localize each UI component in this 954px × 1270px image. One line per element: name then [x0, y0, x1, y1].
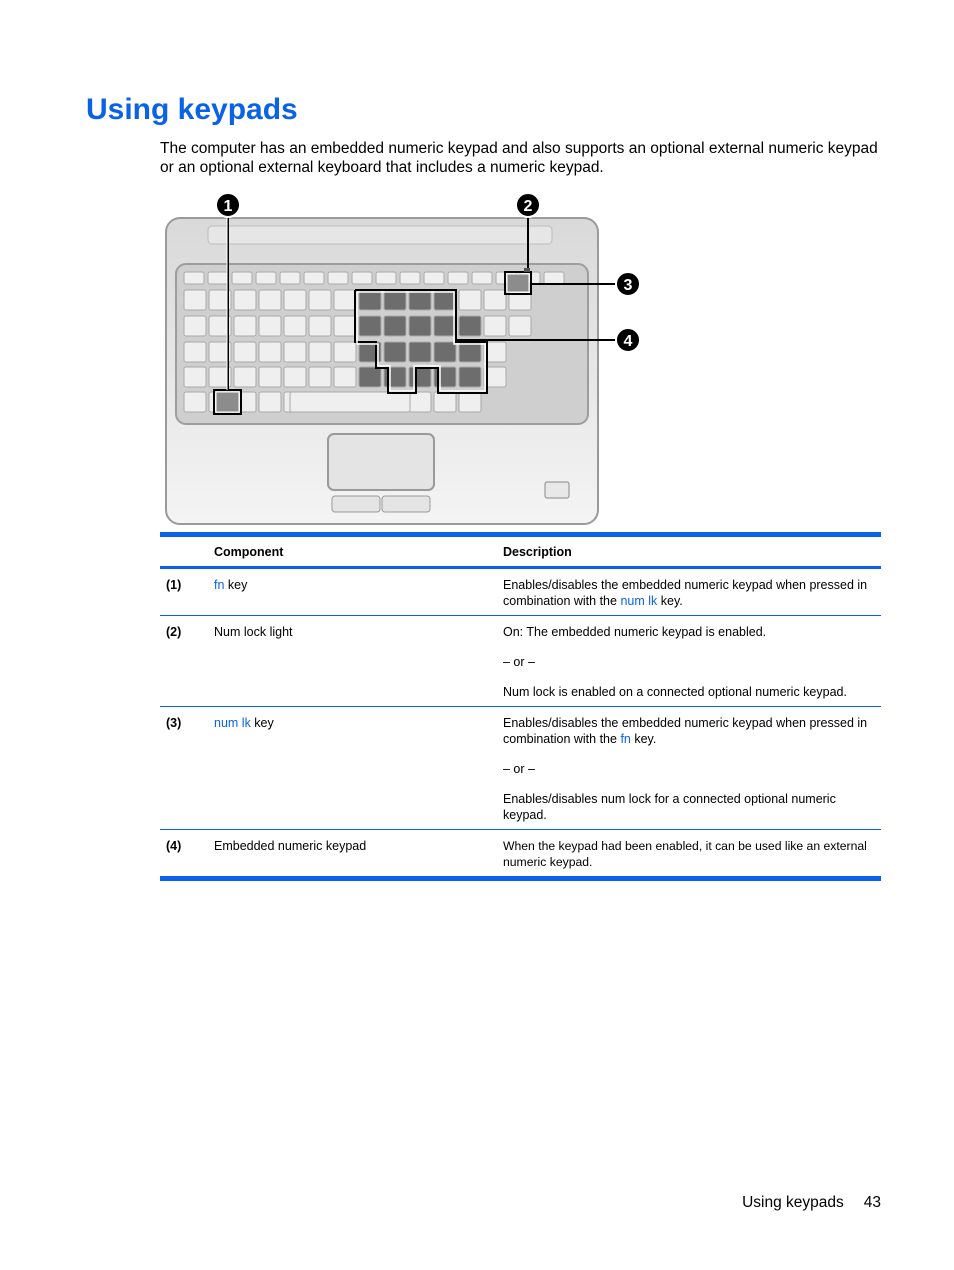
key [544, 272, 564, 284]
key [334, 342, 356, 362]
key [484, 290, 506, 310]
key [232, 272, 252, 284]
key [384, 290, 406, 310]
key [434, 316, 456, 336]
key [359, 290, 381, 310]
callout-2 [516, 193, 540, 217]
intro-paragraph: The computer has an embedded numeric keypad and also supports an optional external numeric keypad or an optional external keyboard that includes a numeric keypad. [160, 140, 878, 176]
key [184, 290, 206, 310]
row-number: (3) [166, 716, 182, 730]
key [459, 342, 481, 362]
key [184, 367, 206, 387]
callout-1-label: 1 [223, 198, 233, 215]
key [234, 316, 256, 336]
key [459, 367, 481, 387]
key [309, 290, 331, 310]
num-lk-link[interactable]: num lk [214, 716, 251, 730]
key [184, 316, 206, 336]
laptop-keyboard-image [160, 190, 650, 530]
components-table [160, 532, 881, 881]
key [259, 392, 281, 412]
key [409, 367, 431, 387]
key [509, 316, 531, 336]
key [400, 272, 420, 284]
fn-link[interactable]: fn [214, 578, 225, 592]
callout-4-label: 4 [623, 333, 633, 350]
key [259, 342, 281, 362]
keyboard-illustration [160, 190, 650, 530]
num-lk-link[interactable]: num lk [620, 594, 658, 608]
row-number: (4) [166, 839, 182, 853]
key [472, 272, 492, 284]
callout-4 [616, 328, 640, 352]
key [359, 367, 381, 387]
key [459, 290, 481, 310]
key [259, 290, 281, 310]
key [208, 272, 228, 284]
row-number: (2) [166, 625, 182, 639]
key [259, 316, 281, 336]
page-title: Using keypads [86, 93, 298, 126]
key [484, 316, 506, 336]
page-number: 43 [863, 1194, 881, 1211]
key [384, 316, 406, 336]
header-description: Description [503, 544, 572, 559]
row-component: fn key [214, 578, 248, 592]
row-description: Enables/disables the embedded numeric keypad when pressed in combination with the fn key. – or – Enables/disables num lock for a connected optional numeric keypad. [503, 716, 868, 822]
key [234, 290, 256, 310]
key [334, 316, 356, 336]
key [352, 272, 372, 284]
key [284, 290, 306, 310]
left-click-button [332, 496, 380, 512]
row-number: (1) [166, 578, 182, 592]
callout-3-label: 3 [623, 277, 633, 294]
key [459, 316, 481, 336]
key [459, 392, 481, 412]
key [376, 272, 396, 284]
key [309, 367, 331, 387]
key [409, 342, 431, 362]
row-description: When the keypad had been enabled, it can be used like an external numeric keypad. [503, 839, 867, 869]
touchpad [328, 434, 434, 490]
key [309, 316, 331, 336]
key [334, 367, 356, 387]
key [184, 392, 206, 412]
key [284, 342, 306, 362]
row-description: On: The embedded numeric keypad is enabled. – or – Num lock is enabled on a connected optional numeric keypad. [503, 625, 847, 699]
key [304, 272, 324, 284]
row-component: Embedded numeric keypad [214, 839, 367, 853]
key [359, 316, 381, 336]
key [384, 342, 406, 362]
callout-1 [216, 193, 240, 217]
key [184, 272, 204, 284]
key [280, 272, 300, 284]
key [256, 272, 276, 284]
key [328, 272, 348, 284]
page-footer [742, 1193, 881, 1212]
key [448, 272, 468, 284]
row-component: Num lock light [214, 625, 293, 639]
row-component: num lk key [214, 716, 274, 730]
fingerprint-reader [545, 482, 569, 498]
key [424, 272, 444, 284]
key [284, 367, 306, 387]
table-row [160, 569, 881, 615]
key [184, 342, 206, 362]
header-component: Component [214, 544, 284, 559]
row-description: Enables/disables the embedded numeric keypad when pressed in combination with the num lk key. [503, 578, 868, 608]
key [434, 342, 456, 362]
footer-section: Using keypads [742, 1194, 844, 1211]
key [434, 392, 456, 412]
num-lock-light [524, 268, 530, 272]
key [334, 290, 356, 310]
table-row [160, 707, 881, 829]
space-bar [290, 392, 410, 412]
right-click-button [382, 496, 430, 512]
callout-3 [616, 272, 640, 296]
key [409, 392, 431, 412]
table-row [160, 616, 881, 706]
key [284, 316, 306, 336]
key [259, 367, 281, 387]
table-header [160, 537, 881, 566]
key [409, 290, 431, 310]
key [409, 316, 431, 336]
key [309, 342, 331, 362]
key [234, 367, 256, 387]
callout-2-label: 2 [523, 198, 533, 215]
fn-link[interactable]: fn [620, 732, 631, 746]
key [434, 290, 456, 310]
table-row [160, 830, 881, 876]
hinge-bar [208, 226, 552, 244]
key [234, 342, 256, 362]
